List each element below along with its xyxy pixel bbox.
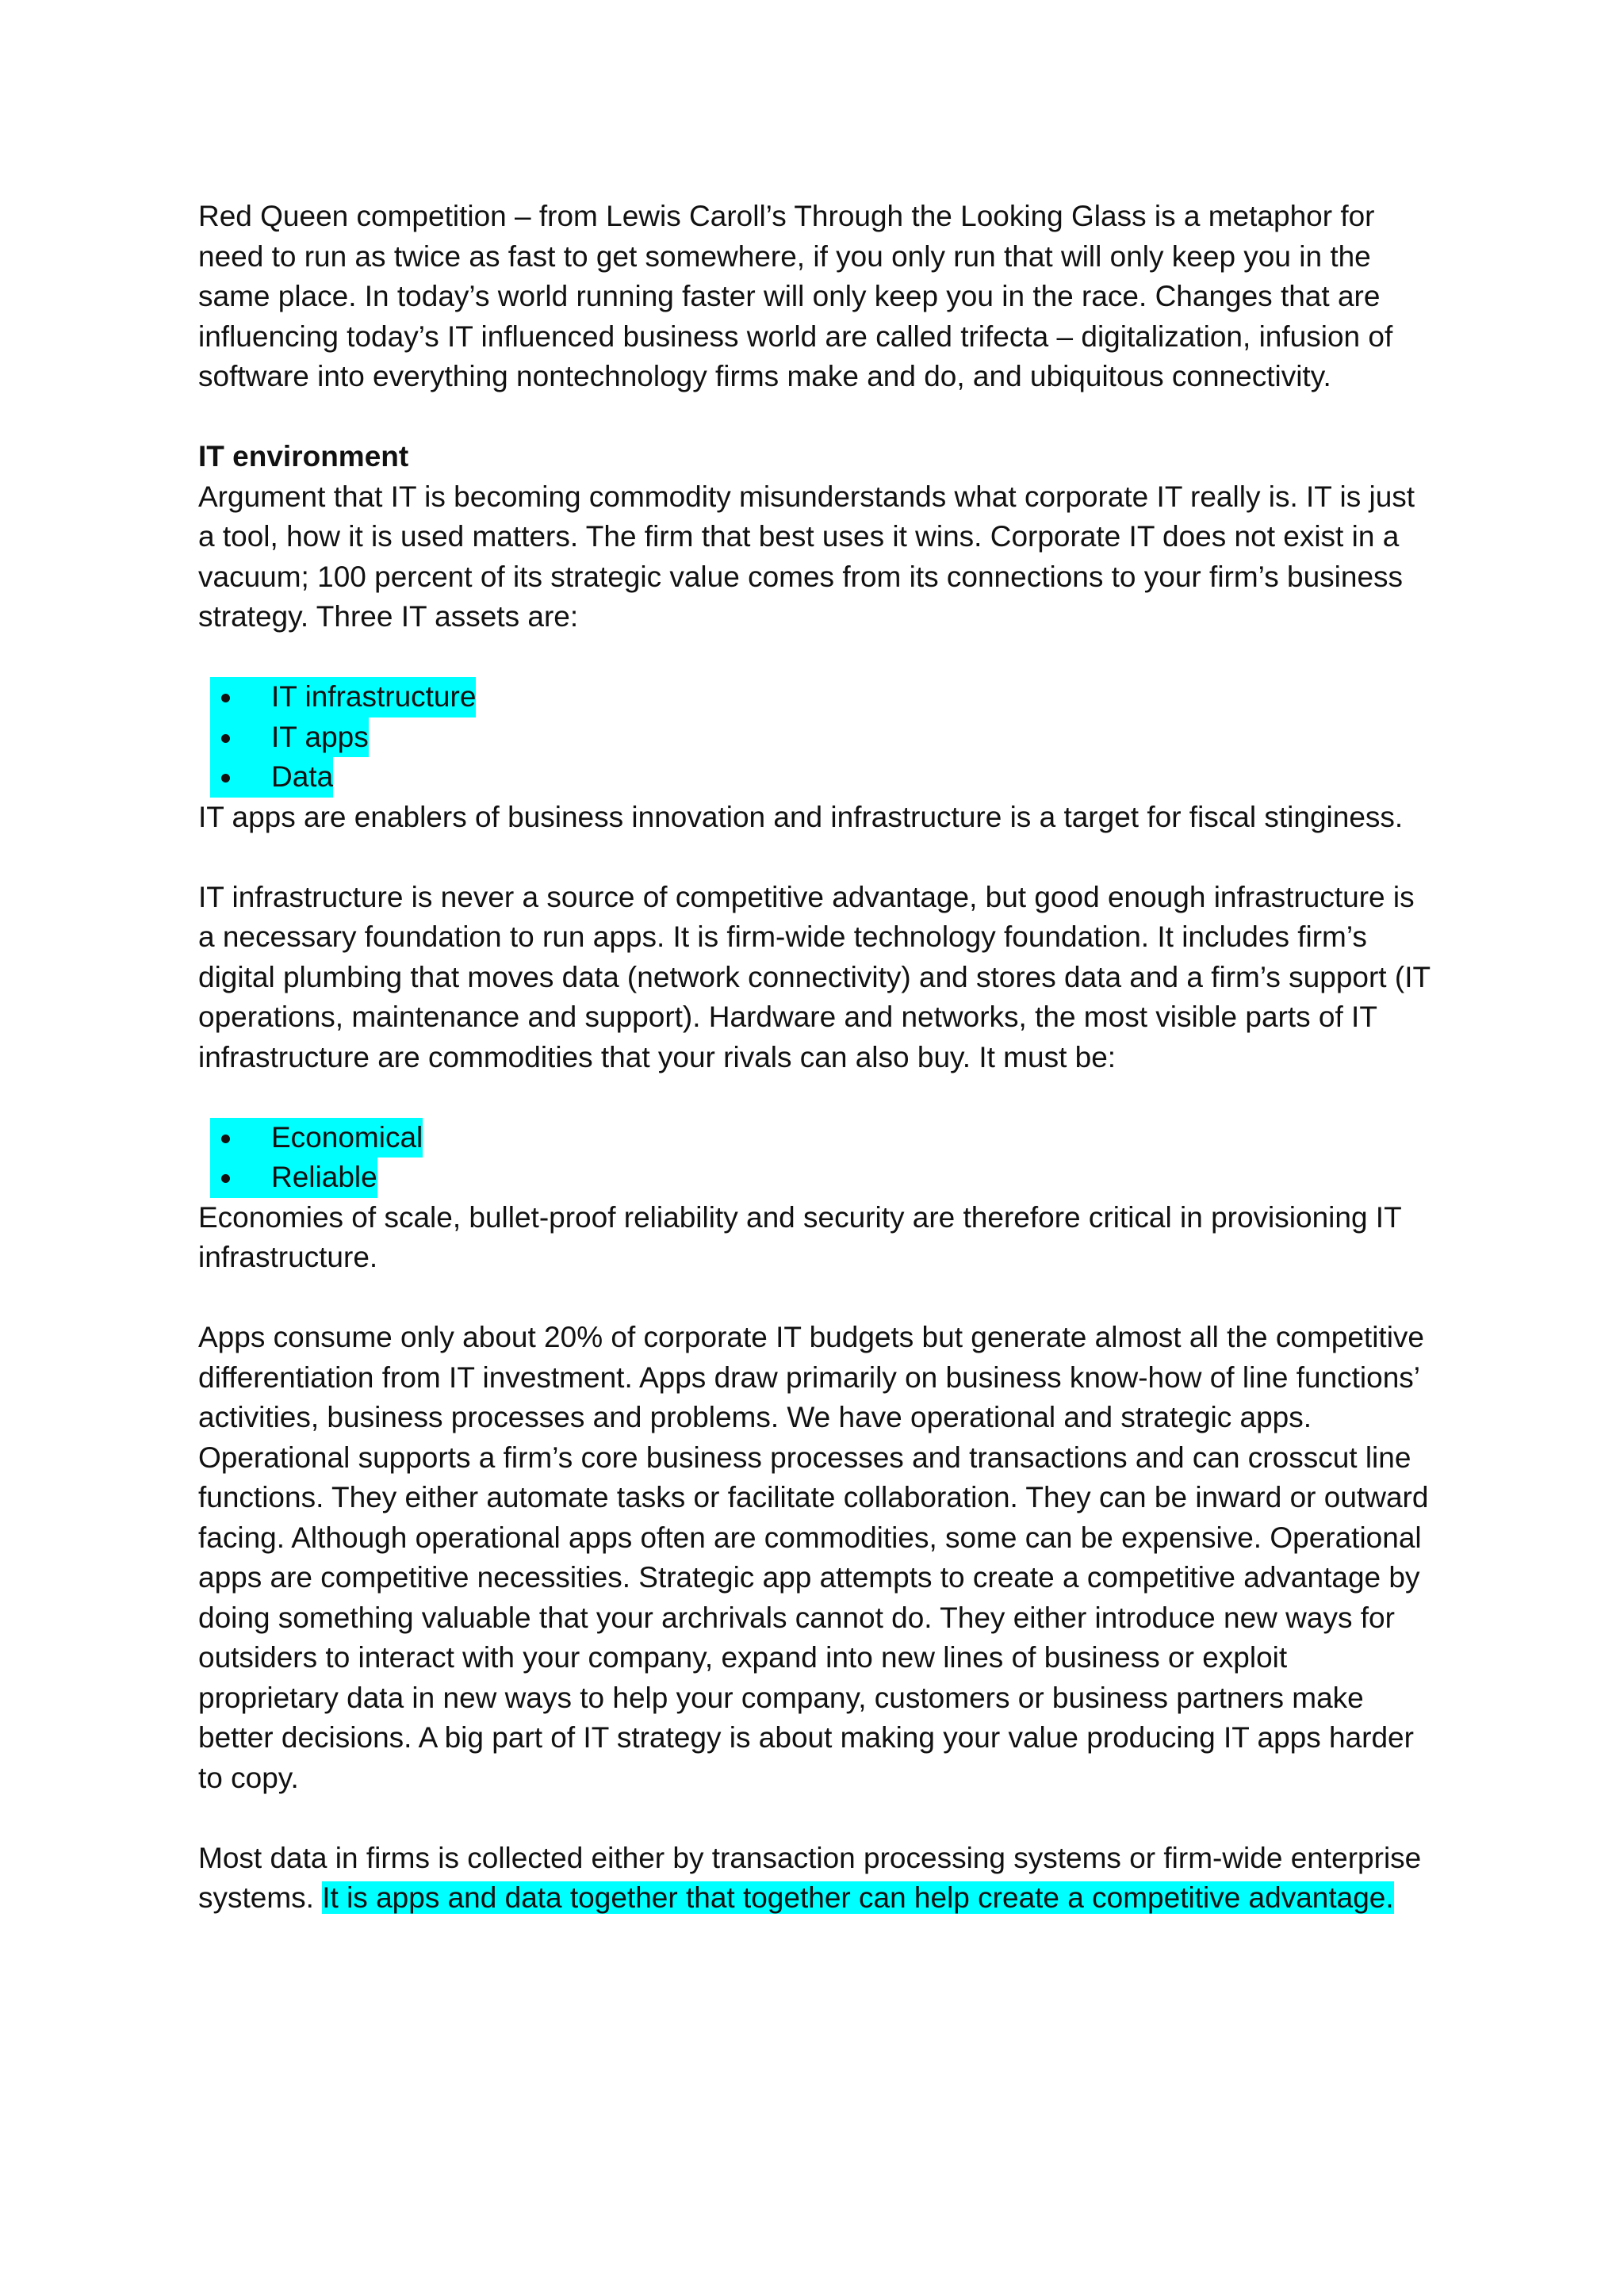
list-item [198,718,1435,758]
highlighted-text: It is apps and data together that together can help create a competitive advantage. [322,1881,1394,1914]
data-paragraph [198,1839,1435,1919]
paragraph-spacer [198,837,1435,878]
paragraph-spacer [198,1077,1435,1118]
paragraph-spacer [198,637,1435,678]
list-item-label: IT infrastructure [271,677,476,718]
requirements-list [198,1118,1435,1198]
list-item-label: Economical [271,1118,423,1158]
infrastructure-paragraph: IT infrastructure is never a source of competitive advantage, but good enough infrastructure is a necessary foundation to run apps. It is firm-wide technology foundation. It includes firm’s digital plumbing that moves data (network connectivity) and stores data and a firm’s support (IT operations, maintenance and support). Hardware and networks, the most visible parts of IT infrastructure are commodities that your rivals can also buy. It must be: [198,880,1431,1073]
list-item-label: Reliable [271,1158,377,1198]
intro-paragraph: Red Queen competition – from Lewis Caroll’s Through the Looking Glass is a metaphor for need to run as twice as fast to get somewhere, if you only run that will only keep you in the same place. In today’s world running faster will only keep you in the race. Changes that are influencing today’s IT influenced business world are called trifecta – digitalization, infusion of software into everything nontechnology firms make and do, and ubiquitous connectivity. [198,200,1393,392]
bullet-icon [210,677,271,718]
paragraph-spacer [198,1278,1435,1318]
list-item-label: IT apps [271,718,369,758]
bullet-icon [210,1118,271,1158]
list-item [198,757,1435,798]
assets-list [198,677,1435,798]
apps-enablers-paragraph: IT apps are enablers of business innovation and infrastructure is a target for fiscal stinginess. [198,800,1404,833]
economies-paragraph: Economies of scale, bullet-proof reliability and security are therefore critical in provisioning IT infrastructure. [198,1200,1402,1273]
section-heading-it-environment: IT environment [198,440,409,473]
list-item [198,1118,1435,1158]
paragraph-spacer [198,1798,1435,1839]
bullet-icon [210,1158,271,1198]
bullet-icon [210,757,271,798]
data-paragraph-text: Most data in firms is collected either by transaction processing systems or firm-wide enterprise systems. [198,1841,1422,1914]
document-body [198,197,1435,1919]
list-item-label: Data [271,757,333,798]
list-item [198,677,1435,718]
apps-paragraph: Apps consume only about 20% of corporate IT budgets but generate almost all the competitive differentiation from IT investment. Apps draw primarily on business know-how of line functions’ activities, business processes and problems. We have operational and strategic apps. Operational supports a firm’s core business processes and transactions and can crosscut line functions. They either automate tasks or facilitate collaboration. They can be inward or outward facing. Although operational apps often are commodities, some can be expensive. Operational apps are competitive necessities. Strategic app attempts to create a competitive advantage by doing something valuable that your archrivals cannot do. They either introduce new ways for outsiders to interact with your company, expand into new lines of business or exploit proprietary data in new ways to help your company, customers or business partners make better decisions. A big part of IT strategy is about making your value producing IT apps harder to copy. [198,1321,1429,1794]
list-item [198,1158,1435,1198]
bullet-icon [210,718,271,758]
it-environment-paragraph: Argument that IT is becoming commodity misunderstands what corporate IT really is. IT is just a tool, how it is used matters. The firm that best uses it wins. Corporate IT does not exist in a vacuum; 100 percent of its strategic value comes from its connections to your firm’s business strategy. Three IT assets are: [198,480,1415,633]
paragraph-spacer [198,397,1435,438]
